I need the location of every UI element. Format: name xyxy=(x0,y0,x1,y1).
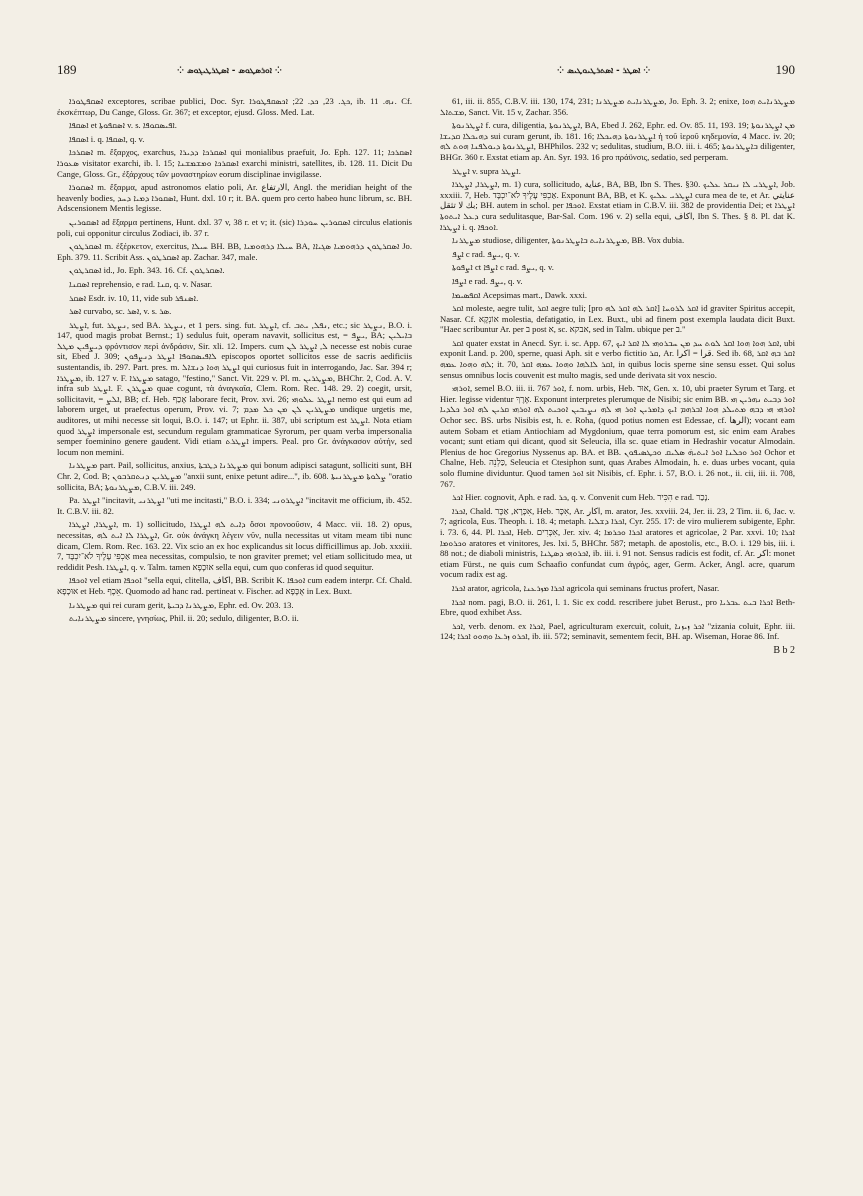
lexicon-entry: 61, iii. ii. 855, C.B.V. iii. 130, 174, 231; ܡܨܛܪܢܐܝܬ ܡܨܛܪܢܐ, Jo. Eph. 3. 2; enixe, ܡܨܛܪܢܐܝܬ ܗܘܐ ܡܫܬܐܠ, Sanct. Vit. 15 v, Zachar. 356. xyxy=(440,96,795,117)
left-column xyxy=(57,96,412,1176)
lexicon-entry: ܐܩܪ quater exstat in Anecd. Syr. i. sc. App. 67, ܐܩܪ ܗܘܐ ܗܘܐ ܐܩܪ ܠܘܬ ܚܕ ܡܢ ܚܒܪܘܗܝ ܠܐ ܐܩܪ ܐܝܟ, ubi exponit Land. p. 200, sperne, quasi Aph. sit e verbo fictitio ܩܪ, Ar. قرا = اكرا. Sed ib. 68, ܐܩܪ ܒܗ ܐܩܪ ܠܗ ܘܗܘܐ ܥܡܗ; it. 70, ܐܩܪ ܠܐܠܗܐ ܘܗܘܐ ܥܡܗ ܐܩܪ, in quibus locis sperne sine sensu esset. Qui solus sensus omnibus locis couvenit est multo magis, sed unde derivata sit vox nescio. xyxy=(440,337,795,380)
lexicon-entry: ܐܣܪ curvabo, sc. ܐܣܪ, v. s. ܣܪ. xyxy=(69,306,172,317)
lexicon-entry: Pa. ܐܨܛܪ "incitavit, ܐܨܛܪܢܝ "uti me incitasti," B.O. i. 334; ܐܨܛܪܘܢܝ "incitavit me officium, ib. 452. It. C.B.V. iii. 82. xyxy=(57,495,412,516)
lexicon-entry: ܡܨܛܪܢܐ qui rei curam gerit, ܡܨܛܪܢܐ ܕܒܝܬܐ, Ephr. ed. Ov. 203. 13. xyxy=(69,599,294,610)
lexicon-entry: ܐܨܛܪܢܘܬܐ f. cura, diligentia, ܐܨܛܪܢܘܬܐ, BA, Ebed J. 262, Ephr. ed. Ov. 85. 11, 193. 19; ܡܢ ܐܨܛܪܢܘܬܐ ܕܗܝܟܠܐ ܩܕܝܫܐ sui curam gerunt, ib. 181. 16; ܐܨܛܪܢܘܬܐ ܕܗܝܟܠܐ ἡ τοῦ ἱεροῦ κηδεμονία, 4 Macc. iv. 20; ܐܨܛܪܢܘܬܐ ܕܝܘܠܦܢܐ ܗܘܬ ܠܗ, BHPhilos. 232 v; sedulitas, studium, B.O. iii. i. 465; ܒܐܨܛܪܢܘܬܐ diligenter, BHGr. 360 r. Exstat etiam ap. An. Syr. 193. 16 pro πράϋνσις, sedatio, sed perperam. xyxy=(440,120,795,162)
lexicon-entry: ܐܟܪ, verb. denom. ex ܐܟܪܐ, Pael, agriculturam exercuit, coluit, ܐܟܪ ܙܝܙܢܐ "zizania coluit, Ephr. iii. 124; ܐܟܪܘ ܙܪܥܐ ܘܗܘܘ ܐܟܪܐ, ib. iii. 572; seminavit, sementem fecit, BH. ap. Wiseman, Horae 86. Inf. xyxy=(440,620,795,642)
lexicon-entry: ܐܣܩܦܐ et ܐܣܩܦܘܬܐ v. s. ܐܦܝܣܩܘܦܐ. xyxy=(69,120,177,131)
left-running-title: ⁘ ܐܘܪܣܛܘܣ - ܐܣܛܪܛܝܓܘܣ ⁘ xyxy=(177,65,282,75)
lexicon-entry: ܡܨܛܪܢܐ part. Pail, sollicitus, anxius, ܡܨܛܪܢܐ ܕܛܒܬܐ qui bonum adipisci satagunt, solliciti sunt, BH Chr. 2, Cod. B; ܡܨܛܪܝܢ ܕܢܬܩܪܒܘܢ "anxii sunt, enixe petunt adire...", ib. 608. ܨܠܘܬܐ ܡܨܛܪܢܝܬܐ "oratio sollicita, BA; ܡܨܛܪܢܘܬܐ, C.B.V. iii. 249. xyxy=(57,460,412,492)
lexicon-entry: ܐܨܦ c rad. ܝܨܦ, q. v. xyxy=(452,248,520,259)
lexicon-entry: ܐܟܪܐ nom. pagi, B.O. ii. 261, l. 1. Sic ex codd. rescribere jubet Berust., pro ܐܟܪܐ ܒܝܬ ܥܒܪܝܐ Beth-Ebre, quod exhibet Ass. xyxy=(440,596,795,618)
lexicon-entry: ܐܘܪܗܝ, semel B.O. iii. ii. 767 ܐܘܪ, f. nom. urbis, Heb. אוּר, Gen. x. 10, ubi praeter Syrum et Targ. et Hier. legisse videntur אֶרֶךְ. Exponunt interpretes plerumque de Nisibi; sic enim BB. ܐܘܪ ܕܒܝܬ ܢܗܪܝܢ ܗܝ ܐܘܪܗܝ ܗܝ ܕܒܗ ܡܬܝܠܕ ܗܘܐ ܐܒܪܗܡ ܐܝܟ ܕܐܡܪܝܢ ܐܘܪ ܗܝ ܠܗ ܢܨܝܒܝܢ ܐܘܟܝܬ ܠܗ ܐܘܪܗܝ ܩܪܝܢ ܠܗ ܐܘܪ ܟܠܕܝܐ Ochor sec. BS. urbs Nisibis est, h. e. Roha, (quod potius nomen est Edessae, cf. الرها); vocant eam autem Sobam et etiam Antiochiam ad Mygdonium, quae terra pomorum est, sic enim eam Arabes vocant; sunt etiam qui dicant, quod sit Seleucia, illa sc. quae etiam in Hedrashir vocatur Almodain. Plenius de hoc Gregorius Nyssenus ap. BA. et BB. ܐܘܪ ܘܟܠܢܐ ܐܘܪ ܐܝܬܝܗ̇ ܣܠܝܩ ܘܟܛܣܝܦܘܢ Ochor et Chalne, Heb. כַּלְנֵה, Seleucia et Ctesiphon sunt, quas Arabes Almodain, h. e. duas urbes vocant, quia solo flumine dividuntur. Quod tamen ܐܘܪ sit Nisibis, cf. Ephr. i. 57, B.O. i. 26 not., ii. cii, iii. ii. 708, 767. xyxy=(440,383,795,489)
lexicon-entry: ܐܨܛܪ, fut. ܢܨܛܪ, sed BA. ܢܨܛܪ, et 1 pers. sing. fut. ܐܨܛܪ, cf. ܢܦܠ, ܝܬܒ, etc.; sic ܢܨܛܪ, B.O. i. 147, quod magis probat Bernst.; 1) sedulus fuit, operam navavit, sollicitus est, = ܝܨܦ, BA; ܒܐܝܠܝܢ ܕܝܨܦܝܢ ܡܛܠ φρόντισον περὶ ἀνδράσιν, Sir. xli. 12. Impers. cum ܠ, ܐܨܛܪ ܠܢ necesse est nobis curae sit, Ebed J. 309; ܠܐܦܝܣܩܘܦܐ ܐܨܛܪ ܕܢܨܦܘܢ episcopos oportet sollicitos esse de sacris aedificiis sustentandis, ib. 297. Part. pres. m. ܐܨܛܪ ܗܘܐ ܕܢܫܐܠ qui curiosus fuit in interrogando, Jac. Sar. 394 r; ܡܨܛܪܐ, ib. 127 v. F. ܡܨܛܪܐ satago, "festino," Sanct. Vit. 229 v. Pl. m. ܡܨܛܪܝܢ, BHChr. 2, Cod. A. V. infra sub ܐܨܛܪ. F. ܡܨܛܪܢ quae cogunt, τὰ ἀναγκαῖα, Clem. Rom. Rec. 148. 29. 2) coegit, ursit, sollicitavit, = ܐܠܨ, BB; cf. Heb. אָכַף laborare fecit, Prov. xvi. 26; ܐܨܛܪ ܥܠܘܗܝ nemo est qui eum ad laborem urget, ut praefectus operum, Prov. vi. 7; ܡܨܛܪܝܢ ܠܢ ܡܢ ܟܠ ܡܕܡ undique urgetis me, auditores, ut mihi necesse sit loqui, B.O. i. 147; ut Ephr. ii. 387, ubi scriptum est ܐܨܛܪ. Nota etiam quod ܐܨܛܪ impersonale est, secundum regulam grammaticae Syrorum, per quam verba impersonalia semper foeminino genere gaudent. Vidi etiam ܐܨܛܪܬ impers. Peal. pro Gr. ἀνάγκασον αὐτήν, sed locum non memini. xyxy=(57,319,412,457)
lexicon-entry: ܐܣܩܪܛܘܢ m. ἐξέρκετον, exercitus, ܚܝܠܐ BH. BB, ܚܝܠܐ ܕܪܗܘܡܝܐ BA, ܐܣܩܪܛܘܢ ܕܪܗܘܡܝܐ ܣܓܝܐܐ Jo. Eph. 379. 11. Scribit Ass. ܐܣܩܪܛܘܢ ap. Zachar. 347, male. xyxy=(57,241,412,262)
lexicon-entry: ܐܣܩܘܪܐ m. ἔξαρμα, apud astronomos elatio poli, Ar. الارتفاع, Angl. the meridian height of the heavenly bodies, ܐܣܩܘܪܐ ܕܡܝܐ ܕܚܕ, Hunt. dxl. 10 r; it. BA. quem pro certo habeo hunc librum, sc. BH. Adscensionem Mentis legisse. xyxy=(57,182,412,214)
lexicon-entry: ܐܣܩܪ Esdr. iv. 10, 11, vide sub ܐܣܢܦܪ. xyxy=(69,292,199,303)
lexicon-entry: ܐܣܩܪܟܐ m. ἔξαρχος, exarchus, ܐܣܩܪܟܐ ܕܕܝܪܐ qui monialibus praefuit, Jo. Eph. 127. 11; ܐܣܩܪܟܐ ܣܥܘܪܐ visitator exarchi, ib. l. 15; ܐܣܩܪܟܐ ܘܡܫܡܫܢܐ exarchi ministri, satellites, ib. 128. 11. Dicit Du Cange, Gloss. Gr., ἐξάρχους τῶν μοναστηρίων eorum disciplinae invigilasse. xyxy=(57,147,412,179)
lexicon-entry: ܐܣܩܦܛܘܪܐ exceptores, scribae publici, Doc. Syr. ܟܓ. 23, ܟܕ. 22; ܐܟܣܩܦܛܘܪܐ, ib. ܢܗ. 11. Cf. ἐκσκέπτωρ, Du Cange, Gloss. Gr. 367; et exceptor, ejusd. Gloss. Med. Lat. xyxy=(57,96,412,117)
lexicon-entry: ܐܨܛܪܐ, ܐܨܛܪܐ, m. 1) sollicitudo, ܕܐܝܬ ܠܗ ܐܨܛܪܐ ὅσοι προνοοῦσιν, 4 Macc. vii. 18. 2) opus, necessitas, ܐܨܛܪܐ ܠܐ ܐܝܬ ܠܗ, Gr. οὐκ ἀνάγκη λέγειν νῦν, nulla necessitas ut vitam meam tibi nunc dicam, Clem. Rom. Rec. 163. 22. Vix scio an ex hoc explicandus sit locus difficillimus ap. Job. xxxiii. 7, אַכְפִּי עָלֶיךָ לֹא־יִכְבָּד mea necessitas, compulsio, te non graviter premet; vel etiam sollicitudo mea, ut reddidit Pesh. ܐܨܛܪܐ, q. v. Talm. tamen אוּכָפָא sella equi, cum quo conferas id quod sequitur. xyxy=(57,519,412,572)
lexicon-entry: ܐܨܛܪ v. supra ܐܨܛܪ. xyxy=(452,165,521,176)
lexicon-entry: ܐܨܛܪܐ, ܐܨܛܪܐ, m. 1) cura, sollicitudo, عناية, BA, BB, Ibn S. Thes. §30. ܐܨܛܪܝ ܠܐ ܢܝܩܪ ܥܠܝܟ, Job. xxxiii. 7, Heb. אַכְפִּי עָלֶיךָ לֹא־יִכְבָּד. Exponunt BA, BB, et K. ܐܨܛܪܝ ܥܠܝܟ cura mea de te, et Ar. عنايتي بك لا تثقل; BH. autem in schol. per ܐܘܟܦܐ. Exstat etiam in C.B.V. iii. 382 de providentia Dei; et ܐܨܛܪܐ ܕܥܠ ܐܝܬܘܬܐ cura sedulitasque, Bar-Sal. Com. 196 v. 2) sella equi, اكاف, Ibn S. Thes. § 8. Pl. dat K. ܐܨܛܪܐ i. q. ܐܘܟܦܐ. xyxy=(440,179,795,232)
right-running-title: ⁘ ܐܣܛܪ - ܐܣܬܪܛܝܘܛܝܣ ⁘ xyxy=(557,65,651,75)
lexicon-entry: ܐܟܪܐ, Chald. אִכָּרָא, אַכָּר, Heb. אִכָּר, Ar. اكار, m. arator, Jes. xxviii. 24, Jer. ii. 23, 2 Tim. ii. 6, Jac. v. 7; agricola, Eus. Theoph. i. 18. 4; metaph. ܐܟܪܐ ܕܫܠܝܐ, Cyr. 255. 17: de viro mulierem subigente, Ephr. i. 73. 6, 44. Pl. ܐܟܪܐ, Heb. אִכָּרִים, Jer. xiv. 4; ܐܟܪܐ ܘܟܪܡܐ aratores et agricolae, 2 Par. xxvi. 10; ܐܟܪܐ ܘܟܪܘܡܐ aratores et vinitores, Jes. lxi. 5, BHChr. 587; metaph. de apostolis, etc., B.O. i. 129 bis, iii. i. 88 not.; de diaboli ministris, ܐܟܪܘܗܝ ܕܣܛܢܐ, ib. iii. i. 91 not. Sensus radicis est fodit, cf. Ar. اكر: monet etiam Fürst., ne quis cum Schaafio confundat cum ἀγρός, ager, Germ. Acker, Angl. acre, quarum vocum radix est ag. xyxy=(440,505,795,580)
left-page-number: 189 xyxy=(57,62,77,77)
lexicon-entry: ܐܣܩܘܪܝܢ ad ἔξαρμα pertinens, Hunt. dxl. 37 v, 38 r. et v; it. (sic) ܐܣܩܘܪܝܢ ܚܘܕܪܐ circulus elationis poli, cui opponitur circulus Zodiaci, ib. 37 r. xyxy=(57,216,412,238)
signature-mark: B b 2 xyxy=(773,644,795,656)
lexicon-entry: ܐܟܪ Hier. cognovit, Aph. e rad. ܟܪ, q. v. Convenit cum Heb. הִכִּיר e rad. נָכַר. xyxy=(452,492,710,503)
lexicon-entry: ܐܩܦܣܝܡܐ Acepsimas mart., Dawk. xxxi. xyxy=(452,289,588,300)
lexicon-entry: ܐܩܪ moleste, aegre tulit, ܐܩܪ aegre tuli; [pro ܐܩܪ ܠܗ ܐܩܪ ܠܗ] ܐܩܪ ܠܪܘܚܐ id graviter Spiritus accepit, Nasar. Cf. אוֹנְקָא molestia, defatigatio, in Lex. Buxt., ubi ad finem post exempla laudata dicit Buxt. "Haec scribuntur Ar. per ב post א, sc. אבקא, sed in Talm. ubique per ב." xyxy=(440,303,795,335)
lexicon-entry: ܐܨܦܐ e rad. ܝܨܦ, q. v. xyxy=(452,275,523,286)
lexicon-entry: ܐܣܩܦܐ i. q. ܐܣܩܦܐ, q. v. xyxy=(69,133,145,144)
lexicon-entry: ܐܣܩܢܐ reprehensio, e rad. ܩܢܐ, q. v. Nasar. xyxy=(69,278,213,289)
right-column xyxy=(440,96,795,1176)
lexicon-entry: ܐܟܪܐ arator, agricola, ܐܟܪܐ ܡܙܪܥܢܐ agricola qui seminans fructus profert, Nasar. xyxy=(452,582,720,593)
lexicon-entry: ܡܨܛܪܢܐܝܬ sincere, γνησίως, Phil. ii. 20; sedulo, diligenter, B.O. ii. xyxy=(69,613,299,624)
right-page-number: 190 xyxy=(775,62,795,77)
page-header xyxy=(57,60,795,80)
lexicon-entry: ܐܘܟܦܐ vel etiam ܐܘܟܦܐ "sella equi, clitella, اكاف, BB. Scribit K. ܐܘܟܦܐ cum eadem interpr. Cf. Chald. אוּכָפָא et Heb. אֵכֶף. Quomodo ad hanc rad. pertineat v. Fischer. ad אֻכָּפָא in Lex. Buxt. xyxy=(57,575,412,596)
lexicon-entry: ܐܨܦܘܬܐ ct ܐܨܦܐ c rad. ܝܨܦ, q. v. xyxy=(452,262,554,273)
lexicon-entry: ܐܣܩܪܛܘܢ id., Jo. Eph. 343. 16. Cf. ܐܣܩܪܛܘܢ. xyxy=(69,265,225,276)
lexicon-entry: ܡܨܛܪܢܐ studiose, diligenter, ܡܨܛܪܢܐܝܬ ܒܐܨܛܪܢܘܬܐ, BB. Vox dubia. xyxy=(452,235,685,246)
